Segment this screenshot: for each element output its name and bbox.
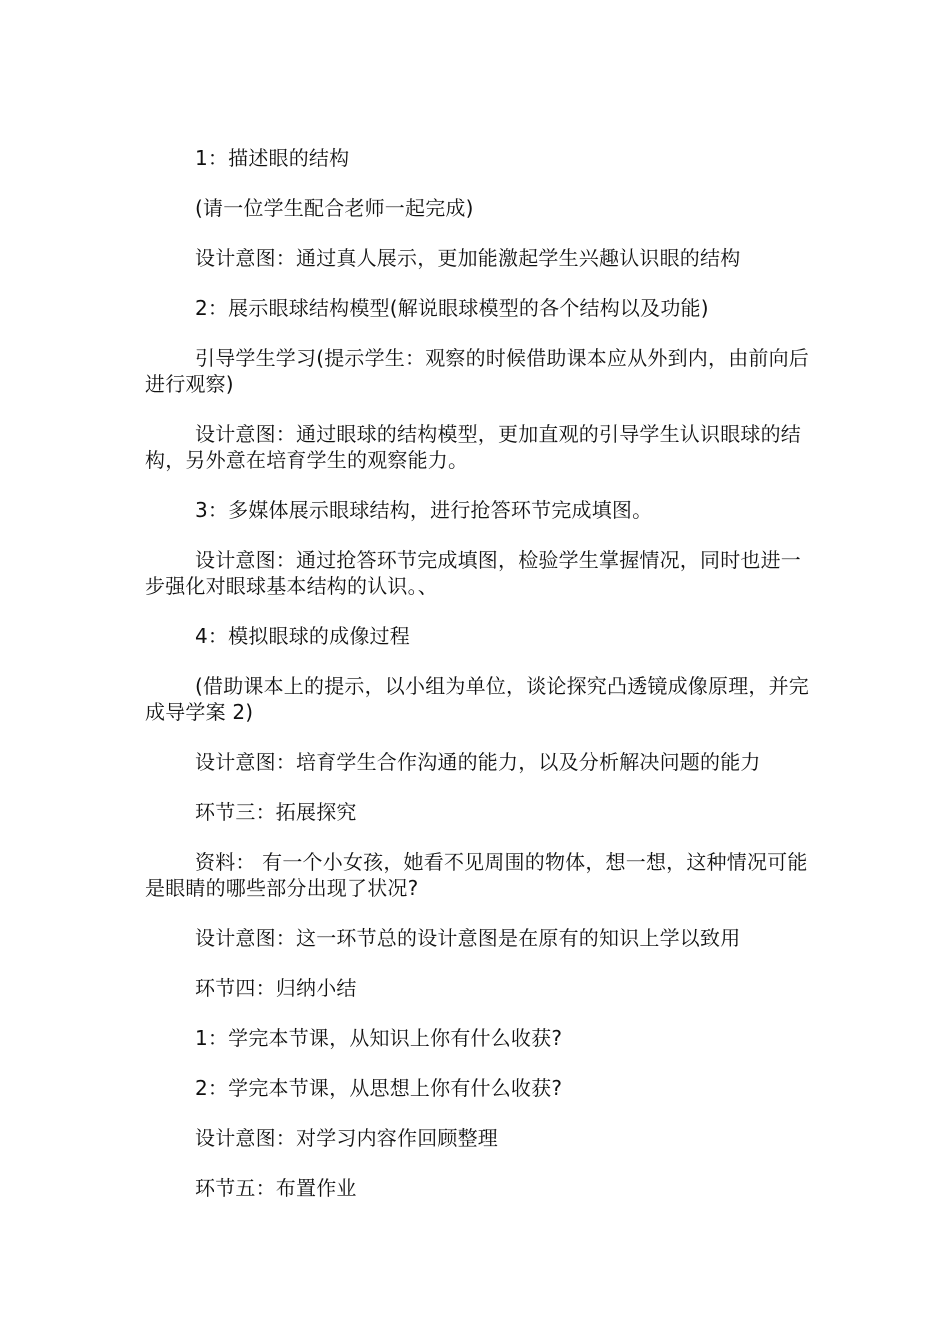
section-heading-3: 环节三：拓展探究 — [195, 800, 357, 824]
paragraph-design-intent-2: 设计意图：通过眼球的结构模型，更加直观的引导学生认识眼球的结构，另外意在培育学生的观察能力。 — [145, 422, 801, 472]
paragraph-step-3-multimedia: 3：多媒体展示眼球结构，进行抢答环节完成填图。 — [195, 498, 653, 522]
paragraph-design-intent-1: 设计意图：通过真人展示，更加能激起学生兴趣认识眼的结构 — [195, 246, 741, 270]
section-heading-5: 环节五：布置作业 — [195, 1176, 357, 1200]
paragraph-step-2-model: 2：展示眼球结构模型(解说眼球模型的各个结构以及功能) — [195, 296, 709, 320]
paragraph-design-intent-6: 设计意图：对学习内容作回顾整理 — [195, 1126, 498, 1150]
paragraph-step-1-describe-eye: 1：描述眼的结构 — [195, 146, 350, 170]
section-heading-4: 环节四：归纳小结 — [195, 976, 357, 1000]
paragraph-question-2: 2：学完本节课，从思想上你有什么收获? — [195, 1076, 563, 1100]
paragraph-design-intent-3: 设计意图：通过抢答环节完成填图，检验学生掌握情况，同时也进一步强化对眼球基本结构的认识。、 — [145, 548, 801, 598]
paragraph-group-discussion: (借助课本上的提示，以小组为单位，谈论探究凸透镜成像原理，并完成导学案 2) — [145, 674, 810, 724]
paragraph-material: 资料： 有一个小女孩，她看不见周围的物体，想一想，这种情况可能是眼睛的哪些部分出现了状况? — [145, 850, 808, 900]
paragraph-question-1: 1：学完本节课，从知识上你有什么收获? — [195, 1026, 563, 1050]
paragraph-guide-students: 引导学生学习(提示学生：观察的时候借助课本应从外到内，由前向后进行观察) — [145, 346, 810, 396]
paragraph-student-cooperation: (请一位学生配合老师一起完成) — [195, 196, 474, 220]
paragraph-design-intent-4: 设计意图：培育学生合作沟通的能力，以及分析解决问题的能力 — [195, 750, 761, 774]
paragraph-step-4-imaging: 4：模拟眼球的成像过程 — [195, 624, 410, 648]
document-body — [145, 145, 810, 1225]
paragraph-design-intent-5: 设计意图：这一环节总的设计意图是在原有的知识上学以致用 — [195, 926, 741, 950]
